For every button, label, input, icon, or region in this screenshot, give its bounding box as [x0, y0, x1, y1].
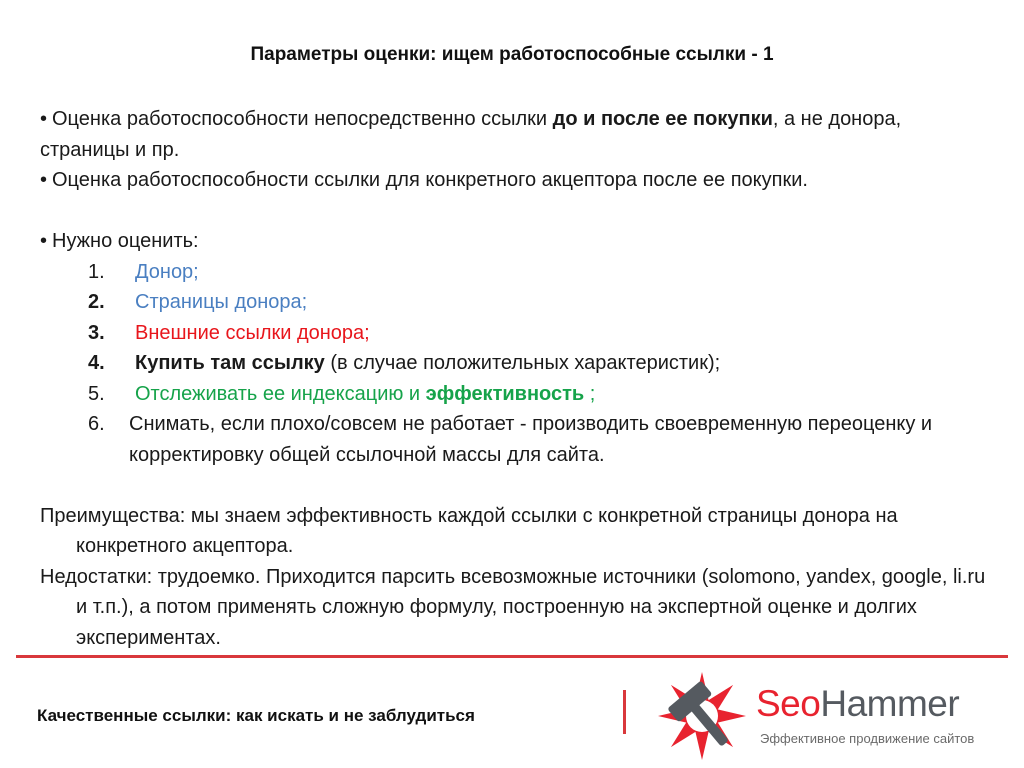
step-emphasis: Купить там ссылку: [135, 352, 325, 374]
disadvantages-paragraph: Недостатки: трудоемко. Приходится парсить всевозможные источники (solomono, yandex, google, li.ru и т.п.), а потом применять сложную формулу, построенную на экспертной оценке и долгих экспериментах.: [40, 565, 986, 649]
step-text-tail: (в случае положительных характеристик);: [324, 352, 721, 374]
bullet-icon: •: [40, 169, 48, 191]
step-item: [40, 348, 990, 379]
step-item: [40, 287, 990, 318]
advantages-paragraph: Преимущества: мы знаем эффективность каждой ссылки с конкретной страницы донора на конкретного акцептора.: [40, 504, 898, 557]
footer-caption: Качественные ссылки: как искать и не заблудиться: [37, 706, 475, 725]
step-text: Донор;: [135, 260, 199, 283]
step-item: [40, 257, 990, 288]
logo-wordmark: [756, 682, 959, 726]
slide-content: [40, 104, 990, 653]
step-text: Внешние ссылки донора;: [135, 321, 370, 344]
bullet-item: [40, 165, 990, 196]
step-number: 5.: [88, 382, 105, 405]
step-text-tail: ;: [584, 382, 596, 405]
step-item: [40, 409, 990, 470]
step-item: [40, 379, 990, 410]
bullet-item: [40, 104, 990, 165]
step-text: Страницы донора;: [135, 291, 308, 313]
step-emphasis: эффективность: [425, 382, 585, 405]
bullet-icon: •: [40, 108, 48, 130]
bullet-text-tail: , а не донора, страницы и пр.: [40, 108, 902, 161]
step-number: 1.: [88, 260, 105, 283]
step-item: [40, 318, 990, 349]
logo-hammer: Hammer: [820, 683, 960, 724]
step-text: Отслеживать ее индексацию и: [135, 382, 426, 405]
bullet-text: Оценка работоспособности непосредственно ссылки: [52, 108, 553, 130]
step-number: 4.: [88, 352, 105, 374]
slide-title: Параметры оценки: ищем работоспособные ссылки - 1: [250, 44, 774, 65]
steps-list: [40, 257, 990, 471]
step-number: 3.: [88, 321, 105, 344]
hammer-logo-icon: [656, 670, 748, 762]
bullet-item: [40, 226, 990, 257]
footer-separator: [623, 690, 626, 734]
step-number: 6.: [88, 413, 105, 435]
bullet-text: Оценка работоспособности ссылки для конкретного акцептора после ее покупки.: [52, 169, 808, 191]
bullet-emphasis: до и после ее покупки: [552, 108, 773, 130]
step-text: Снимать, если плохо/совсем не работает - производить своевременную переоценку и корректировку общей ссылочной массы для сайта.: [129, 413, 933, 466]
step-number: 2.: [88, 291, 105, 313]
bullet-icon: •: [40, 230, 48, 252]
logo-seo: Seo: [756, 683, 821, 724]
need-label: Нужно оценить:: [52, 230, 199, 252]
logo-tagline: Эффективное продвижение сайтов: [760, 731, 975, 746]
footer-divider: [16, 655, 1008, 658]
